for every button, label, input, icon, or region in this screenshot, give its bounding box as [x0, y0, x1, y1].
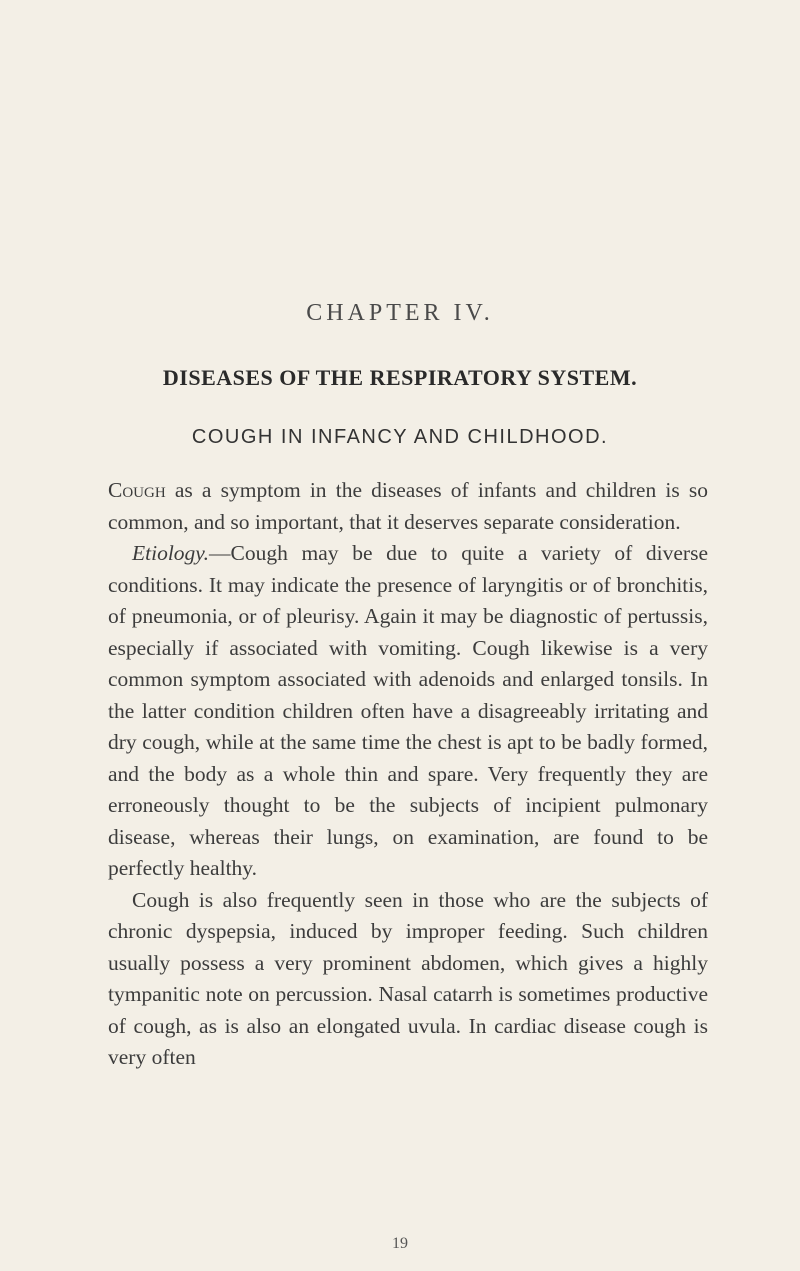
page-number: 19 — [392, 1235, 408, 1252]
paragraph-text: —Cough may be due to quite a variety of diverse conditions. It may indicate the presence of laryngitis or of bronchitis, of pneumonia, or of pleurisy. Again it may be diagnostic of pertussis, especially if associated with vomiting. Cough likewise is a very common symptom associated with adenoids and enlarged tonsils. In the latter condition children often have a disagreeably irritating and dry cough, while at the same time the chest is apt to be badly formed, and the body as a whole thin and spare. Very frequently they are erroneously thought to be the subjects of incipient pulmonary disease, whereas their lungs, on examination, are found to be perfectly healthy. — [108, 541, 708, 880]
paragraph-text: as a symptom in the diseases of infants and children is so common, and so important, that it deserves separate consideration. — [108, 478, 708, 534]
paragraph-etiology — [108, 538, 708, 885]
body-text — [108, 475, 708, 1074]
section-subtitle: COUGH IN INFANCY AND CHILDHOOD. — [191, 426, 609, 448]
paragraph-intro — [108, 475, 708, 538]
section-title: DISEASES OF THE RESPIRATORY SYSTEM. — [162, 365, 638, 390]
paragraph-lead-heading: Etiology. — [132, 541, 210, 565]
paragraph-dyspepsia — [108, 885, 708, 1074]
chapter-heading: CHAPTER IV. — [306, 300, 494, 326]
paragraph-lead-word: Cough — [108, 478, 166, 502]
paragraph-text: Cough is also frequently seen in those who are the subjects of chronic dyspepsia, induced by improper feeding. Such children usually possess a very prominent abdomen, which gives a highly tympanitic note on percussion. Nasal catarrh is sometimes productive of cough, as is also an elongated uvula. In cardiac disease cough is very often — [108, 887, 708, 1069]
